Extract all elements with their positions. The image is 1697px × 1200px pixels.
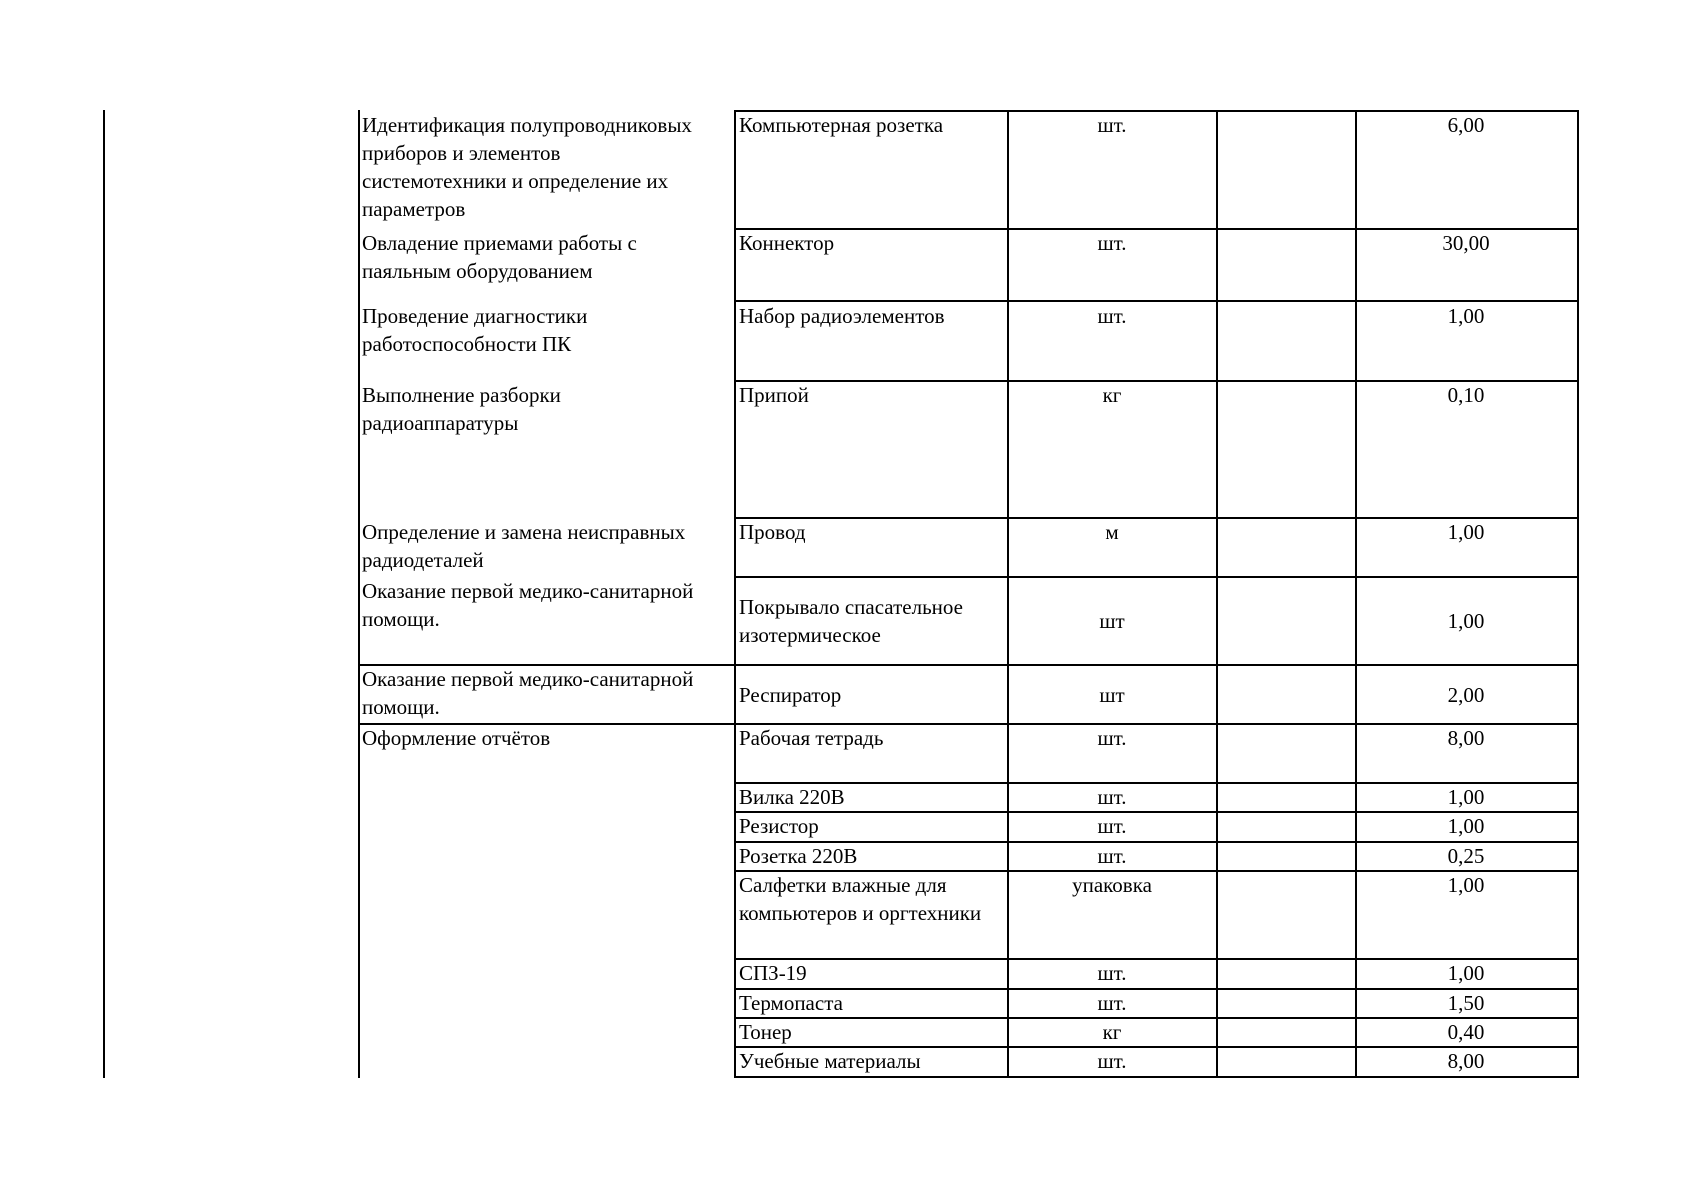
item-cell: Провод — [739, 520, 806, 544]
task-cell: Проведение диагностики работоспособности ПК — [362, 304, 588, 356]
item-cell: Термопаста — [739, 991, 843, 1015]
empty-column-left-line — [1216, 110, 1218, 1078]
item-cell: Учебные материалы — [739, 1049, 921, 1073]
item-cell: Коннектор — [739, 231, 835, 255]
unit-cell: кг — [1102, 1020, 1122, 1044]
qty-cell: 1,00 — [1447, 304, 1485, 328]
qty-cell: 1,00 — [1447, 520, 1485, 544]
item-cell: Резистор — [739, 814, 819, 838]
item-cell: Тонер — [739, 1020, 792, 1044]
row-line-bottom — [734, 1076, 1579, 1078]
item-cell: Розетка 220В — [739, 844, 858, 868]
item-column-left-line — [734, 110, 736, 1078]
task-cell: Овладение приемами работы с паяльным оборудованием — [362, 231, 637, 283]
qty-cell: 1,00 — [1447, 609, 1485, 633]
unit-cell: упаковка — [1072, 873, 1152, 897]
row-line — [734, 576, 1579, 578]
qty-cell: 0,10 — [1447, 383, 1485, 407]
qty-cell: 1,50 — [1447, 991, 1485, 1015]
unit-cell: шт. — [1097, 814, 1127, 838]
qty-cell: 1,00 — [1447, 873, 1485, 897]
qty-cell: 2,00 — [1447, 683, 1485, 707]
unit-cell: шт. — [1097, 961, 1127, 985]
task-cell: Оказание первой медико-санитарной помощи. — [362, 579, 694, 631]
qty-cell: 6,00 — [1447, 113, 1485, 137]
item-cell: Покрывало спасательное изотермическое — [739, 595, 963, 647]
unit-cell: шт. — [1097, 304, 1127, 328]
qty-cell: 1,00 — [1447, 814, 1485, 838]
item-cell: Салфетки влажные для компьютеров и оргтехники — [739, 873, 982, 925]
unit-cell: шт. — [1097, 1049, 1127, 1073]
unit-cell: шт. — [1097, 785, 1127, 809]
item-cell: Рабочая тетрадь — [739, 726, 884, 750]
item-cell: Вилка 220В — [739, 785, 845, 809]
task-column-left-line — [358, 110, 360, 1078]
unit-cell: шт. — [1097, 991, 1127, 1015]
task-cell: Оформление отчётов — [362, 726, 551, 750]
unit-cell: шт. — [1097, 113, 1127, 137]
item-cell: Респиратор — [739, 683, 842, 707]
task-cell: Идентификация полупроводниковых приборов и элементов системотехники и определение их параметров — [362, 113, 692, 221]
unit-cell: шт — [1099, 683, 1125, 707]
item-cell: Набор радиоэлементов — [739, 304, 945, 328]
task-cell: Выполнение разборки радиоаппаратуры — [362, 383, 561, 435]
unit-cell: кг — [1102, 383, 1122, 407]
item-cell: Компьютерная розетка — [739, 113, 944, 137]
qty-cell: 1,00 — [1447, 785, 1485, 809]
table-right-line — [1577, 110, 1579, 1078]
unit-cell: шт — [1099, 609, 1125, 633]
item-cell: СПЗ-19 — [739, 961, 807, 985]
qty-cell: 1,00 — [1447, 961, 1485, 985]
qty-cell: 8,00 — [1447, 1049, 1485, 1073]
qty-cell: 30,00 — [1442, 231, 1490, 255]
unit-cell: шт. — [1097, 231, 1127, 255]
unit-cell: шт. — [1097, 726, 1127, 750]
task-cell: Определение и замена неисправных радиодеталей — [362, 520, 686, 572]
qty-cell: 8,00 — [1447, 726, 1485, 750]
left-border-line — [103, 110, 105, 1078]
qty-cell: 0,40 — [1447, 1020, 1485, 1044]
qty-cell: 0,25 — [1447, 844, 1485, 868]
unit-cell: м — [1105, 520, 1119, 544]
task-cell: Оказание первой медико-санитарной помощи. — [362, 667, 694, 719]
unit-cell: шт. — [1097, 844, 1127, 868]
item-cell: Припой — [739, 383, 809, 407]
